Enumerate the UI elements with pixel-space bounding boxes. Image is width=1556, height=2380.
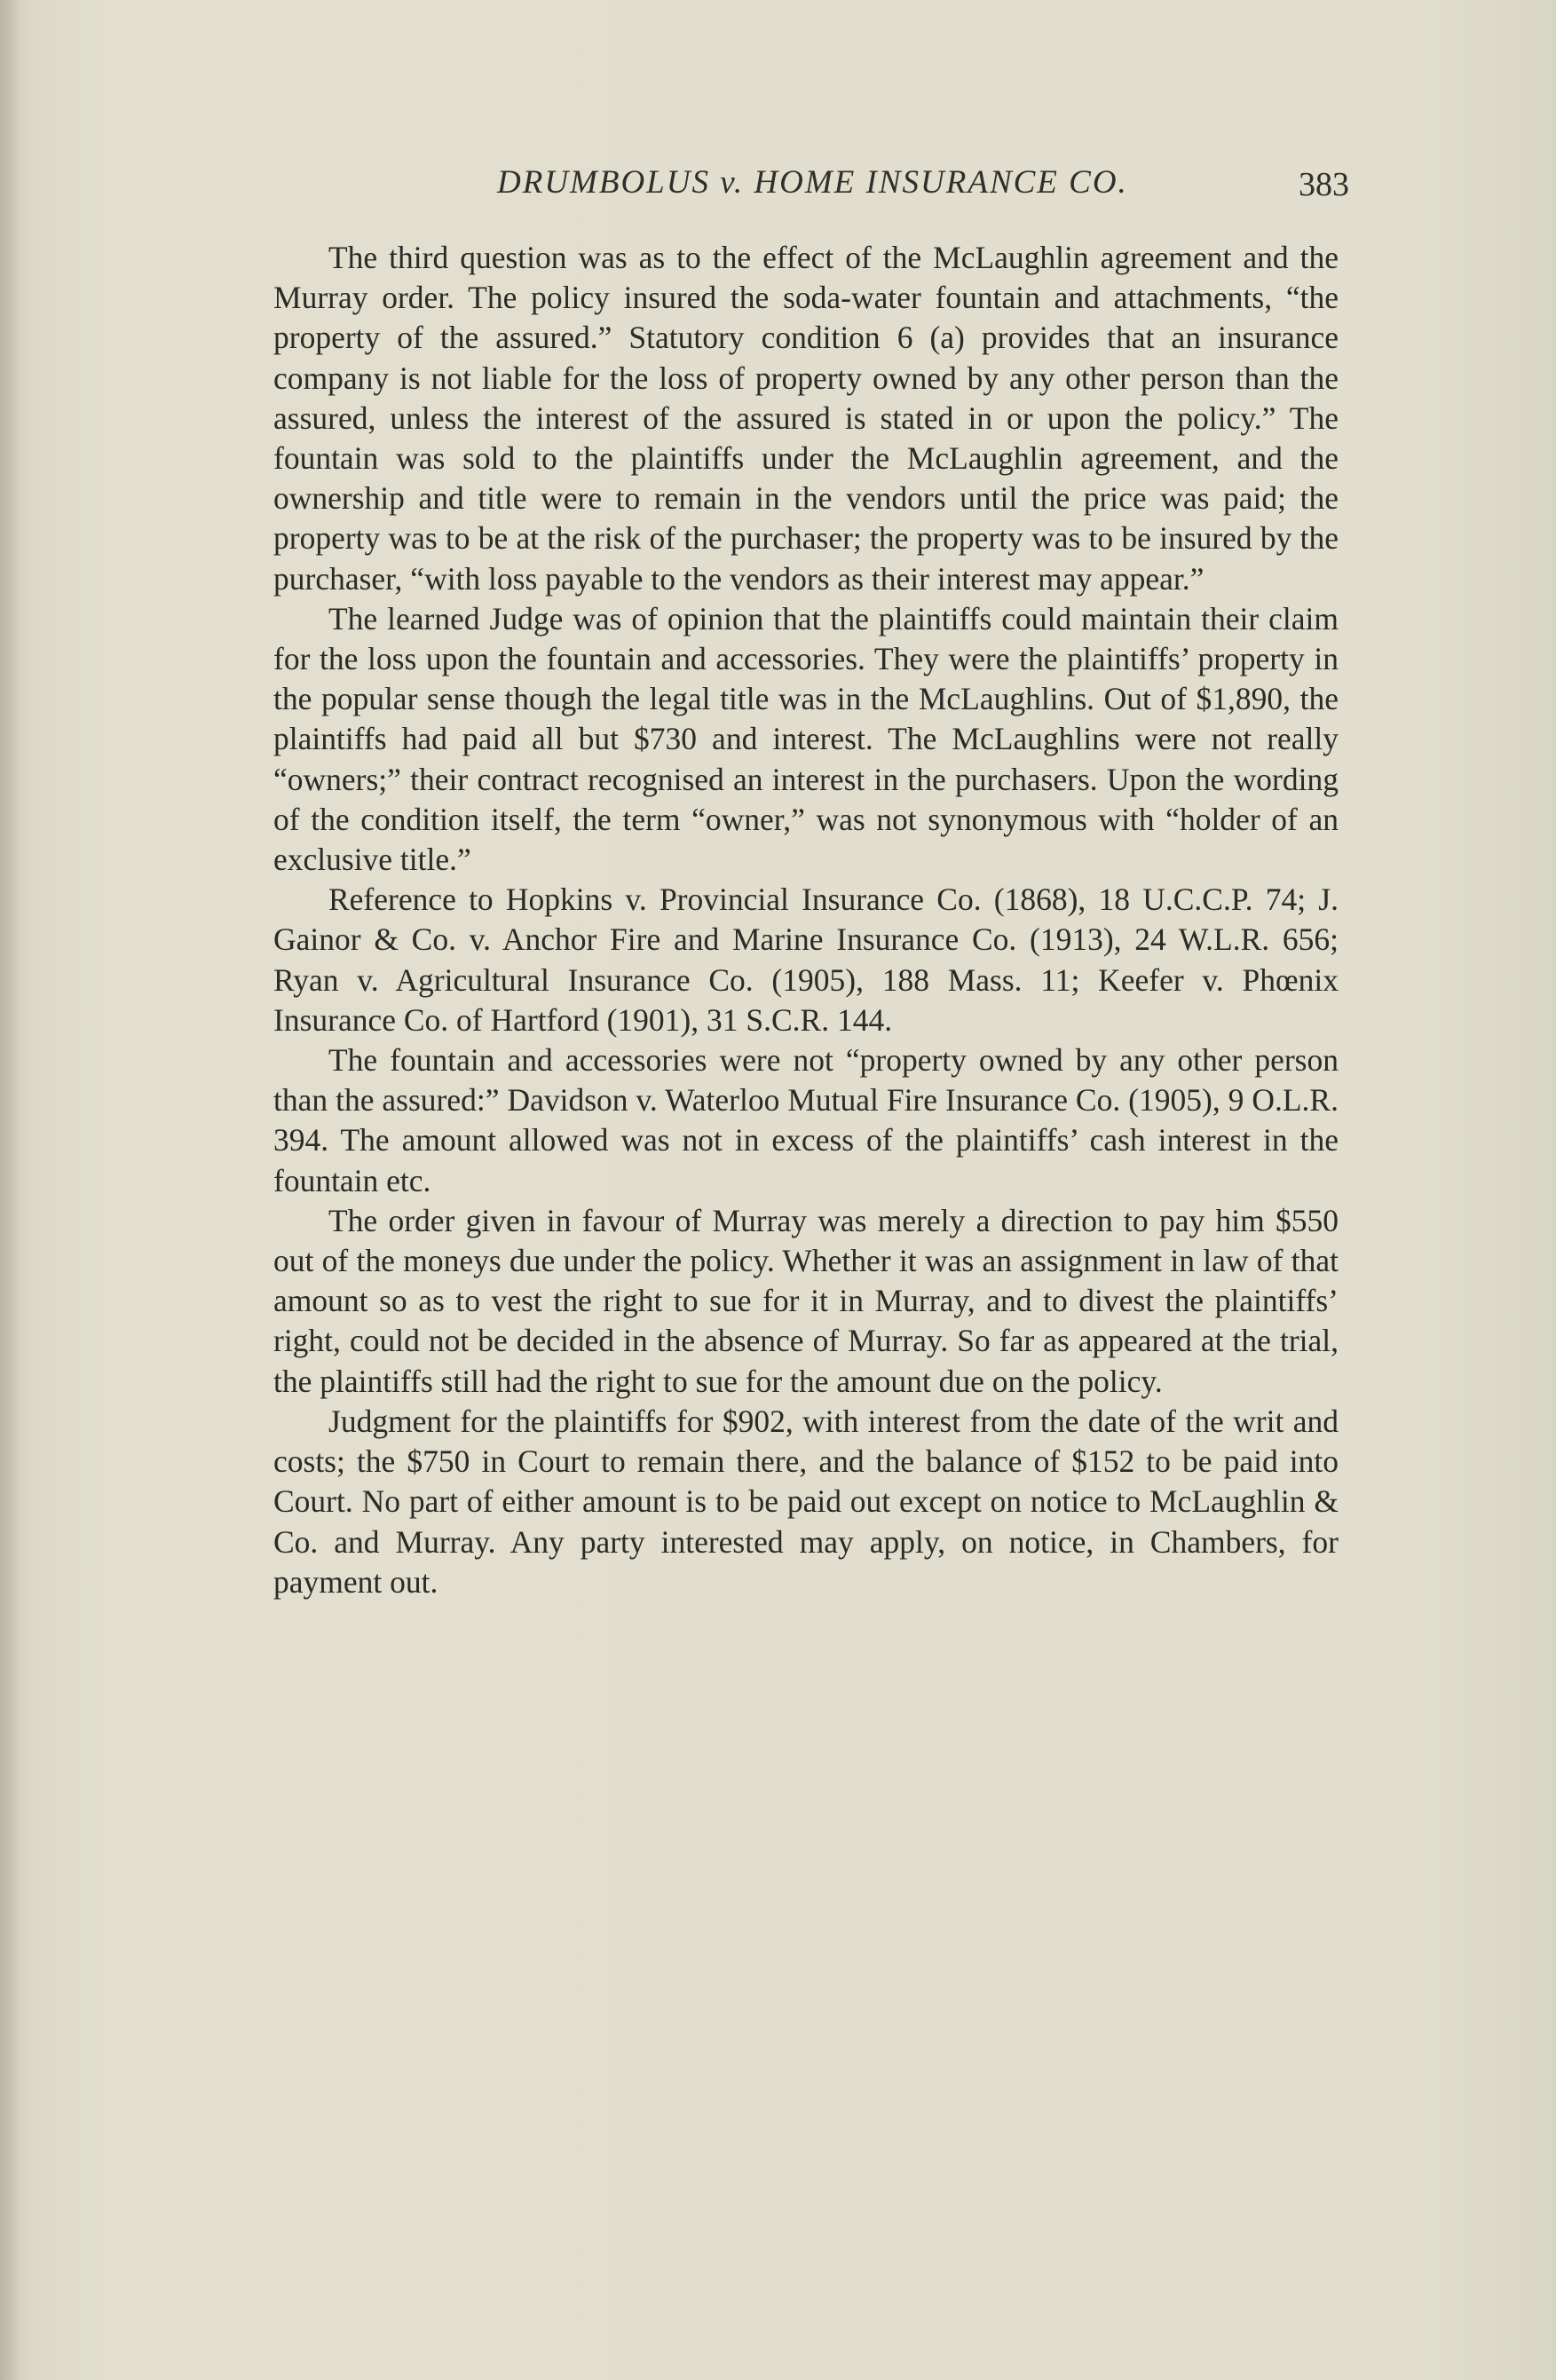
- paragraph-5: The order given in favour of Murray was merely a direction to pay him $550 out of the moneys due under the policy. Whether it was an assignment in law of that amount so as to vest the right to sue for it in Murray, and to divest the plaintiffs’ right, could not be decided in the absence of Murray. So far as appeared at the trial, the plaintiffs still had the right to sue for the amount due on the policy.: [273, 1202, 1339, 1399]
- paragraph-1: The third question was as to the effect of the McLaughlin agreement and the Murray order. The policy insured the soda-water fountain and attachments, “the property of the assured.” Statutory condition 6 (a) provides that an insurance company is not liable for the loss of property owned by any other person than the assured, unless the interest of the assured is stated in or upon the policy.” The fountain was sold to the plaintiffs under the McLaughlin agreement, and the ownership and title were to remain in the vendors until the price was paid; the property was to be at the risk of the purchaser; the property was to be insured by the purchaser, “with loss payable to the vendors as their interest may appear.”: [273, 240, 1339, 597]
- running-header: [275, 158, 1349, 211]
- running-title: DRUMBOLUS v. HOME INSURANCE CO.: [497, 164, 1128, 201]
- body-text: [273, 238, 1339, 1602]
- binding-gutter: [0, 0, 20, 2380]
- page-number: 383: [1299, 166, 1349, 203]
- paragraph-2: The learned Judge was of opinion that the plaintiffs could maintain their claim for the loss upon the fountain and accessories. They were the plaintiffs’ property in the popular sense though the legal title was in the McLaughlins. Out of $1,890, the plaintiffs had paid all but $730 and interest. The McLaughlins were not really “owners;” their contract recognised an interest in the purchasers. Upon the wording of the condition itself, the term “owner,” was not synonymous with “holder of an exclusive title.”: [273, 600, 1339, 878]
- paragraph-3: Reference to Hopkins v. Provincial Insurance Co. (1868), 18 U.C.C.P. 74; J. Gainor & Co. v. Anchor Fire and Marine Insurance Co. (1913), 24 W.L.R. 656; Ryan v. Agricultural Insurance Co. (1905), 188 Mass. 11; Keefer v. Phœnix Insurance Co. of Hartford (1901), 31 S.C.R. 144.: [273, 882, 1339, 1038]
- paragraph-4: The fountain and accessories were not “property owned by any other person than the assured:” Davidson v. Waterloo Mutual Fire Insurance Co. (1905), 9 O.L.R. 394. The amount allowed was not in excess of the plaintiffs’ cash interest in the fountain etc.: [273, 1042, 1339, 1198]
- paragraph-6: Judgment for the plaintiffs for $902, with interest from the date of the writ and costs; the $750 in Court to remain there, and the balance of $152 to be paid into Court. No part of either amount is to be paid out except on notice to McLaughlin & Co. and Murray. Any party interested may apply, on notice, in Chambers, for payment out.: [273, 1403, 1339, 1600]
